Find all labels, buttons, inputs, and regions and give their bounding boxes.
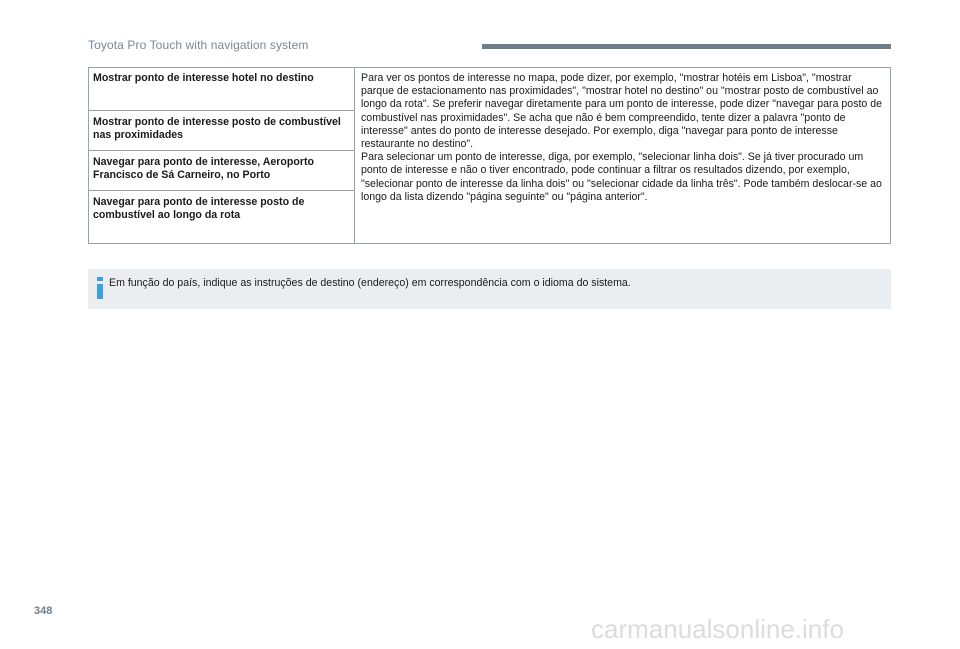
info-note bbox=[88, 269, 891, 309]
command-cell: Navegar para ponto de interesse, Aeroporto Francisco de Sá Carneiro, no Porto bbox=[89, 151, 354, 191]
page-number: 348 bbox=[34, 605, 53, 617]
description-cell bbox=[361, 72, 885, 204]
command-column bbox=[89, 68, 355, 243]
document-title: Toyota Pro Touch with navigation system bbox=[88, 38, 309, 52]
command-cell: Navegar para ponto de interesse posto de combustível ao longo da rota bbox=[93, 196, 305, 222]
description-paragraph: Para selecionar um ponto de interesse, diga, por exemplo, "selecionar linha dois". Se já tiver procurado um ponto de interesse e não o tiver encontrado, pode continuar a filtrar os resultados dizendo, por exemplo, "selecionar ponto de interesse da linha dois" ou "selecionar cidade da linha três". Pode também deslocar-se ao longo da lista dizendo "página seguinte" ou "página anterior". bbox=[361, 151, 882, 203]
command-cell: Mostrar ponto de interesse posto de combustível nas proximidades bbox=[89, 111, 354, 151]
header-bar bbox=[482, 44, 891, 49]
description-paragraph: Para ver os pontos de interesse no mapa, pode dizer, por exemplo, "mostrar hotéis em Lisboa", "mostrar parque de estacionamento nas proximidades", "mostrar hotel no destino" ou "mostrar posto de combustível ao longo da rota". Se preferir navegar diretamente para um ponto de interesse, pode dizer "navegar para posto de combustível nas proximidades". Se acha que não é bem compreendido, tente dizer a palavra "ponto de interesse" antes do ponto de interesse desejado. Por exemplo, diga "navegar para ponto de interesse restaurante no destino". bbox=[361, 72, 883, 151]
command-cell: Mostrar ponto de interesse hotel no destino bbox=[89, 68, 354, 111]
info-text: Em função do país, indique as instruções de destino (endereço) em correspondência com o idioma do sistema. bbox=[109, 277, 631, 289]
watermark: carmanualsonline.info bbox=[591, 614, 844, 644]
info-icon bbox=[94, 277, 106, 299]
voice-command-table bbox=[88, 67, 891, 244]
